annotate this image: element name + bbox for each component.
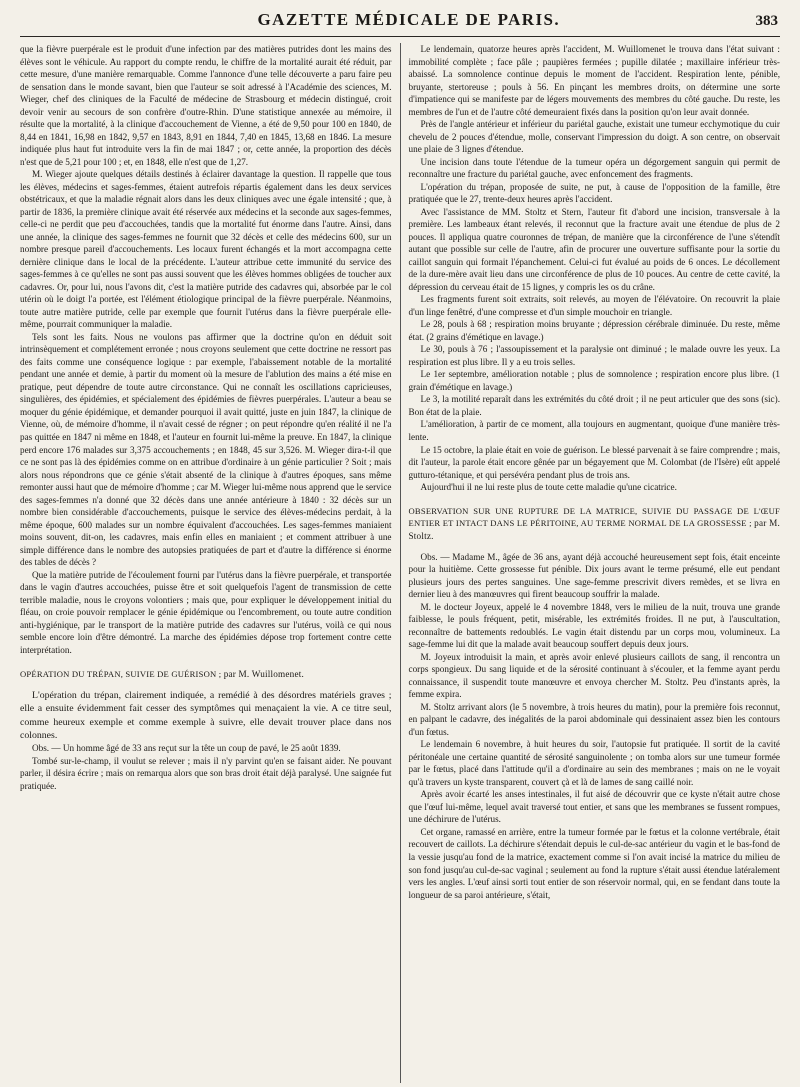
paragraph: Une incision dans toute l'étendue de la tumeur opéra un dégorgement sanguin qui permit de reconnaître une fracture du pariétal gauche, avec enfoncement des fragments. — [408, 156, 780, 180]
article-heading-rupture — [409, 506, 781, 543]
observation-paragraph: Obs. — Madame M., âgée de 36 ans, ayant déjà accouché heureusement sept fois, était enceinte pour la huitième. Cette grossesse fut pénible. Dix jours avant le terme présumé, elle eut pendant plusieurs jours des pertes sanguines. Une sage-femme prescrivit divers remèdes, et se livra en dernier lieu à des manœuvres qui firent beaucoup souffrir la malade. — [408, 551, 780, 600]
paragraph: M. Wieger ajoute quelques détails destinés à éclairer davantage la question. Il rappelle que tous les élèves, médecins et sages-femmes, étaient autrefois répartis également dans les deux services obstétricaux, et que la maladie régnait alors dans les deux cliniques avec une égale intensité ; que, à partir de 1836, la première clinique avait été réservée aux médecins et la seconde aux sages-femmes, celle-ci ne perdit que peu d'accouchées, tandis que la mortalité fut énorme dans l'autre. Ainsi, dans une année, la clinique des sages-femmes ne fournit que 32 décès et celle des médecins 600, sur un nombre presque pareil d'accouchements. Les locaux furent échangés et la mort accompagna cette dernière clinique dans le local de la précédente. L'auteur attribue cette immunité du service des sages-femmes à ce qu'elles ne sont pas aussi souvent que les élèves hommes obligées de toucher aux cadavres. Or, pour lui, nous l'avons dit, c'est la matière putride des cadavres qui, absorbée par le col utérin où le doigt l'a portée, est l'élément étiologique principal de la fièvre puerpérale. Néanmoins, toute autre matière putride, celle par exemple que fournit l'utérus dans la fièvre puerpérale elle-même, pourrait communiquer la maladie. — [20, 169, 392, 330]
paragraph: Cet organe, ramassé en arrière, entre la tumeur formée par le fœtus et la colonne vertébrale, était recouvert de caillots. La déchirure s'étendait depuis le cul-de-sac antérieur du vagin et le bas-fond de la vessie jusqu'au fond de la matrice, exactement comme si l'on avait incisé la matrice du milieu de son fond jusqu'au cul-de-sac vaginal ; seulement au fond la rupture s'était aussi étendue latéralement vers les angles. L'œuf ainsi sorti tout entier de son réservoir normal, qui, en se fendant dans toute la longueur de sa paroi antérieure, s'était, — [408, 826, 780, 900]
paragraph: Le lendemain, quatorze heures après l'accident, M. Wuillomenet le trouva dans l'état suivant : immobilité complète ; face pâle ; paupières fermées ; pupille dilatée ; maxillaire inférieur très-abaissé. La somnolence continue depuis le moment de l'accident. Respiration lente, pénible, bruyante, stertoreuse ; pouls à 56. En pinçant les membres droits, on détermine une sorte d'impatience qui se manifeste par de légers mouvements des membres du côté gauche. Du reste, les membres de l'un et de l'autre côté demeuraient fixés dans la position qu'on leur avait donnée. — [408, 44, 780, 117]
paragraph: M. le docteur Joyeux, appelé le 4 novembre 1848, vers le milieu de la nuit, trouva une grande faiblesse, le pouls fréquent, petit, misérable, les extrémités froides. Il ne put, à l'auscultation, reconnaître de battements redoublés. Le vagin était distendu par un corps mou, volumineux. La sage-femme lui dit que la malade avait beaucoup souffert depuis deux jours. — [408, 601, 780, 650]
left-column — [20, 43, 400, 1083]
paragraph: Tels sont les faits. Nous ne voulons pas affirmer que la doctrine qu'on en déduit soit intrinsèquement et complétement erronée ; nous croyons seulement que cette doctrine ne ressort pas des faits comme une conséquence logique : par exemple, l'abaissement notable de la mortalité pendant une année et demie, à partir du moment où la mesure de l'ablution des mains a été mise en pratique, peut dépendre de toute autre circonstance. Qui ne connaît les oscillations capricieuses, singulières, des épidémies, et spécialement des épidémies de fièvres puerpérales. L'auteur a beau se moquer du génie épidémique, et demander pourquoi il avait quitté, juste en juin 1847, la clinique de Vienne, où, de mémoire d'homme, il n'avait cessé de régner ; on peut répondre qu'en réalité il ne l'a pas quittée en 1847 ni même en 1848, et l'auteur en fournit lui-même la preuve. En 1847, la clinique perd encore 176 malades sur 3,375 accouchements ; en 1848, 45 sur 3,526. M. Wieger dira-t-il que ce ne sont pas là des épidémies comme on en attribue d'ordinaire à un génie particulier ? Soit ; mais alors nous répondrons que ce génie s'était absenté de la clinique à d'autres époques, sans même remonter aussi haut que de mémoire d'homme ; car M. Wieger lui-même nous apprend que le service des sages-femmes n'a donné que 32 décès dans une année antérieure à 1840 : 32 décès sur un nombre bien considérable d'accouchements, puisque le service des élèves-médecins perdait, à la même époque, 600 malades sur un nombre équivalent d'accouchées. Les sages-femmes maniaient moins souvent, dit-on, les cadavres, mais enfin elles en maniaient ; et comment attribuer à une simple différence dans le nombre des autopsies pratiquées de part et d'autre la différence si énorme des tables de décès ? — [20, 331, 392, 568]
paragraph: Le 3, la motilité reparaît dans les extrémités du côté droit ; il ne peut articuler que des sons (sic). Bon état de la plaie. — [408, 394, 780, 417]
paragraph: Après avoir écarté les anses intestinales, il fut aisé de découvrir que ce kyste n'était autre chose que l'œuf lui-même, lequel avait traversé tout entier, et sans que les membranes se fussent rompues, une déchirure de l'utérus. — [408, 789, 780, 825]
article-title-text: OPÉRATION DU TRÉPAN, SUIVIE DE GUÉRISON ; — [20, 669, 222, 680]
paragraph: L'opération du trépan, proposée de suite, ne put, à cause de l'opposition de la famille, être pratiquée que le 27, trente-deux heures après l'accident. — [408, 181, 780, 205]
page-number: 383 — [755, 13, 778, 29]
article-heading-trepan — [20, 668, 392, 681]
paragraph: Le 15 octobre, la plaie était en voie de guérison. Le blessé parvenait à se faire comprendre ; mais, dit l'auteur, la parole était encore gênée par un bégayement que M. Colombat (de l'Isère) eût appelé gutturo-tétanique, et qui persévéra pendant plus de trois ans. — [408, 444, 780, 480]
text-columns — [20, 43, 780, 1083]
article-title-text: OBSERVATION SUR UNE RUPTURE DE LA MATRICE, SUIVIE DU PASSAGE DE L'ŒUF ENTIER ET INTACT DANS LE PÉRITOINE, AU TERME NORMAL DE LA GROSSESSE ; — [408, 505, 780, 529]
article-author: par M. Wuillomenet. — [223, 669, 305, 680]
publication-title: GAZETTE MÉDICALE DE PARIS. — [257, 10, 560, 29]
paragraph: M. Joyeux introduisit la main, et après avoir enlevé plusieurs caillots de sang, il rencontra un corps spongieux. Du sang liquide et de la sérosité continuant à s'écouler, et la femme ayant perdu connaissance, il suspendit toute manœuvre et envoya chercher M. Stoltz. Peu d'instants après, la femme expira. — [408, 651, 780, 700]
paragraph: Le 28, pouls à 68 ; respiration moins bruyante ; dépression cérébrale diminuée. Du reste, même état. (2 grains d'émétique en lavage.) — [408, 319, 780, 342]
paragraph: Près de l'angle antérieur et inférieur du pariétal gauche, existait une tumeur ecchymotique du cuir chevelu de 2 pouces d'étendue, molle, conservant l'impression du doigt. A son centre, on observait une plaie de 3 lignes d'étendue. — [408, 119, 780, 155]
paragraph: Le 1er septembre, amélioration notable ; plus de somnolence ; respiration encore plus libre. (1 grain d'émétique en lavage.) — [408, 369, 780, 392]
paragraph: Avec l'assistance de MM. Stoltz et Stern, l'auteur fit d'abord une incision, transversale à la première. Les lambeaux étant relevés, il reconnut que la fracture avait une étendue de plus de 2 pouces. Il appliqua quatre couronnes de trépan, de manière que la circonférence de l'une s'étendît autant que possible sur celle de l'autre, afin de procurer une ouverture suffisante pour la sortie du caillot sanguin qui formait l'épanchement. Celui-ci fut évalué au poids de 6 onces. Le décollement de la dure-mère avait lieu dans une circonférence de plus de 10 pouces. Au centre de cette cavité, la dépression du cerveau était de 15 lignes, y compris les os du crâne. — [408, 206, 780, 292]
paragraph: Tombé sur-le-champ, il voulut se relever ; mais il n'y parvint qu'en se faisant aider. Ne pouvant parler, il désira écrire ; mais on remarqua alors que son bras droit était déjà paralysé. Une saignée fut pratiquée. — [20, 755, 392, 791]
paragraph: L'opération du trépan, clairement indiquée, a remédié à des désordres matériels graves ; elle a ensuite évidemment fait cesser des symptômes qui menaçaient la vie. A ce titre seul, comme heureux exemple et comme exemple à suivre, elle devait trouver place dans nos colonnes. — [20, 689, 392, 741]
article-author: par M. Stoltz. — [408, 518, 780, 541]
page-header — [20, 10, 780, 37]
paragraph: L'amélioration, à partir de ce moment, alla toujours en augmentant, quoique d'une manière très-lente. — [408, 419, 780, 442]
paragraph: que la fièvre puerpérale est le produit d'une infection par des matières putrides dont les mains des élèves sont le véhicule. Au rapport du compte rendu, le chiffre de la mortalité aurait été réduit, par cette mesure, d'une manière remarquable. Comme l'annonce d'une telle découverte a paru faire peu de sensation dans le monde savant, bien que l'auteur se soit adressé à l'Académie des sciences, M. Wieger, chef des cliniques de la Faculté de médecine de Strasbourg et médecin distingué, croit devoir venir au secours de son confrère d'outre-Rhin. D'une statistique annexée au mémoire, il résulte que la mortalité, à la clinique d'accouchement de Vienne, a été de 9,50 pour 100 en 1840, de 8,44 en 1841, 16,98 en 1842, 9,57 en 1843, 8,91 en 1844, 7,40 en 1845, 13,68 en 1846. La mesure indiquée plus haut fut introduite vers la fin de mai 1847 ; or, cette année, la proportion des décès n'est que de 5,21 pour 100 ; et, en 1848, elle n'est que de 1,27. — [20, 44, 392, 167]
paragraph: Le lendemain 6 novembre, à huit heures du soir, l'autopsie fut pratiquée. Il sortit de la cavité péritonéale une certaine quantité de sérosité sanguinolente ; on tomba alors sur une tumeur formée par le fœtus, placé dans l'attitude qu'il a d'ordinaire au sein des membranes ; mais on ne le voyait qu'à travers un kyste transparent, couvert çà et là de lames de sang caillé noir. — [408, 739, 780, 787]
observation-paragraph: Obs. — Un homme âgé de 33 ans reçut sur la tête un coup de pavé, le 25 août 1839. — [32, 743, 341, 754]
paragraph: Aujourd'hui il ne lui reste plus de toute cette maladie qu'une cicatrice. — [420, 482, 677, 493]
paragraph: M. Stoltz arrivant alors (le 5 novembre, à trois heures du matin), pour la première fois reconnut, en palpant le cadavre, des inégalités de la paroi abdominale qui dessinaient assez bien les contours d'un fœtus. — [408, 701, 780, 737]
paragraph: Les fragments furent soit extraits, soit relevés, au moyen de l'élévatoire. On recouvrit la plaie d'un linge fenêtré, d'une compresse et d'un simple mouchoir en triangle. — [408, 294, 780, 317]
paragraph: Le 30, pouls à 76 ; l'assoupissement et la paralysie ont diminué ; le malade ouvre les yeux. La respiration est plus libre. Il y a eu trois selles. — [408, 344, 780, 367]
right-column — [400, 43, 781, 1083]
paragraph: Que la matière putride de l'écoulement fourni par l'utérus dans la fièvre puerpérale, et transportée dans le vagin d'autres accouchées, puisse être et soit quelquefois l'agent de transmission de cette terrible maladie, nous le croyons volontiers ; mais que, pour expliquer le développement initial du fléau, on croie pouvoir remplacer le génie épidémique ou l'encombrement, ou toute autre condition anti-hygiénique, par le transport de la matière putride des cadavres sur l'utérus, voilà ce qui nous semble encore loin d'être démontré. La marche des épidémies dépose trop fortement contre cette interprétation. — [20, 569, 392, 655]
